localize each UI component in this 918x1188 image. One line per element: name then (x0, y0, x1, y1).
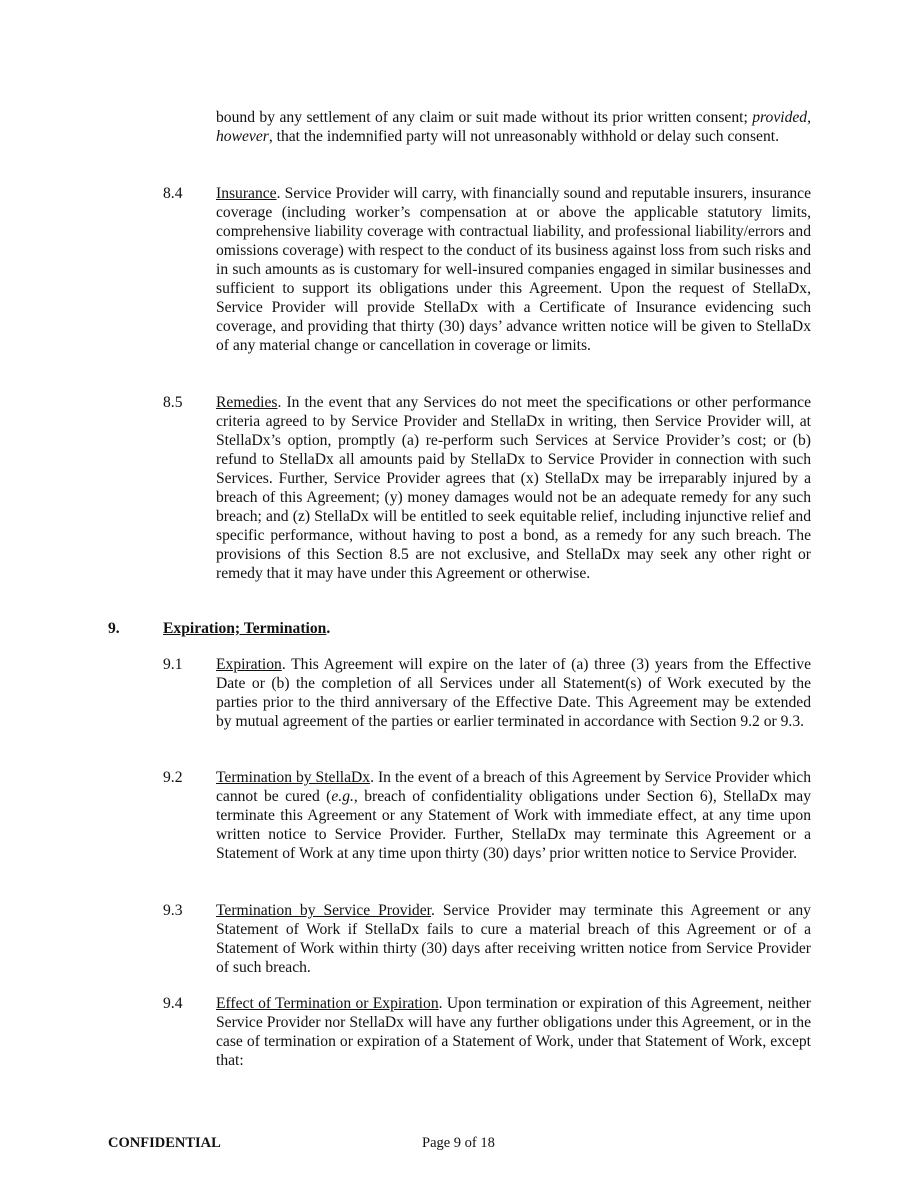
section-number-9-2: 9.2 (163, 769, 183, 786)
section-number-8-4: 8.4 (163, 185, 183, 202)
intro-paragraph (216, 108, 811, 146)
section-body: . Upon termination or expiration of this Agreement, neither Service Provider nor StellaDx will have any further obligations under this Agreement, or in the case of termination or expiration of a Statement of Work, under that Statement of Work, except that: (216, 995, 811, 1069)
intro-italic: provided, however (216, 109, 811, 145)
section-number-8-5: 8.5 (163, 394, 183, 411)
section-9-2 (216, 768, 811, 863)
intro-text-after: , that the indemnified party will not unreasonably withhold or delay such consent. (268, 128, 779, 145)
section-9-3 (216, 901, 811, 977)
section-9-heading (163, 619, 330, 638)
section-8-4 (216, 184, 811, 355)
footer-confidential: CONFIDENTIAL (108, 1135, 221, 1151)
section-heading: Expiration (216, 656, 282, 673)
section-heading: Insurance (216, 185, 277, 202)
section-italic: e.g. (331, 788, 354, 805)
section-heading: Effect of Termination or Expiration (216, 995, 439, 1012)
section-body: . In the event that any Services do not meet the specifications or other performance criteria agreed to by Service Provider and StellaDx in writing, then Service Provider will, at StellaDx’s option, promptly (a) re-perform such Services at Service Provider’s cost; or (b) refund to StellaDx all amounts paid by StellaDx to Service Provider in connection with such Services. Further, Service Provider agrees that (x) StellaDx may be irreparably injured by a breach of this Agreement; (y) money damages would not be an adequate remedy for any such breach; and (z) StellaDx will be entitled to seek equitable relief, including injunctive relief and specific performance, without having to post a bond, as a remedy for any such breach. The provisions of this Section 8.5 are not exclusive, and StellaDx may seek any other right or remedy that it may have under this Agreement or otherwise. (216, 394, 811, 582)
section-body: . In the event of a breach of this Agreement by Service Provider which cannot be cured ( (216, 769, 812, 805)
section-number-9: 9. (108, 620, 120, 637)
footer-page-number: Page 9 of 18 (422, 1135, 495, 1151)
section-body: . This Agreement will expire on the later of (a) three (3) years from the Effective Date or (b) the completion of all Services under all Statement(s) of Work executed by the parties prior to the third anniversary of the Effective Date. This Agreement may be extended by mutual agreement of the parties or earlier terminated in accordance with Section 9.2 or 9.3. (216, 656, 811, 730)
section-heading: Termination by StellaDx (216, 769, 371, 786)
section-heading: Remedies (216, 394, 278, 411)
section-number-9-1: 9.1 (163, 656, 183, 673)
section-number-9-3: 9.3 (163, 902, 183, 919)
section-8-5 (216, 393, 811, 583)
section-9-1 (216, 655, 811, 731)
heading-period: . (326, 620, 331, 637)
section-heading: Expiration; Termination (163, 620, 327, 637)
section-heading: Termination by Service Provider (216, 902, 431, 919)
intro-text: bound by any settlement of any claim or suit made without its prior written consent; (216, 109, 753, 126)
section-number-9-4: 9.4 (163, 995, 183, 1012)
section-9-4 (216, 994, 811, 1070)
section-body-after: , breach of confidentiality obligations under Section 6), StellaDx may terminate this Agreement or any Statement of Work with immediate effect, at any time upon written notice to Service Provider. Further, StellaDx may terminate this Agreement or a Statement of Work at any time upon thirty (30) days’ prior written notice to Service Provider. (216, 788, 811, 862)
section-body: . Service Provider will carry, with financially sound and reputable insurers, insurance coverage (including worker’s compensation at or above the applicable statutory limits, comprehensive liability coverage with contractual liability, and professional liability/errors and omissions coverage) with respect to the conduct of its business against loss from such risks and in such amounts as is customary for well-insured companies engaged in similar businesses and sufficient to support its obligations under this Agreement. Upon the request of StellaDx, Service Provider will provide StellaDx with a Certificate of Insurance evidencing such coverage, and providing that thirty (30) days’ advance written notice will be given to StellaDx of any material change or cancellation in coverage or limits. (216, 185, 811, 354)
section-body: . Service Provider may terminate this Agreement or any Statement of Work if StellaDx fails to cure a material breach of this Agreement or of a Statement of Work within thirty (30) days after receiving written notice from Service Provider of such breach. (216, 902, 811, 976)
